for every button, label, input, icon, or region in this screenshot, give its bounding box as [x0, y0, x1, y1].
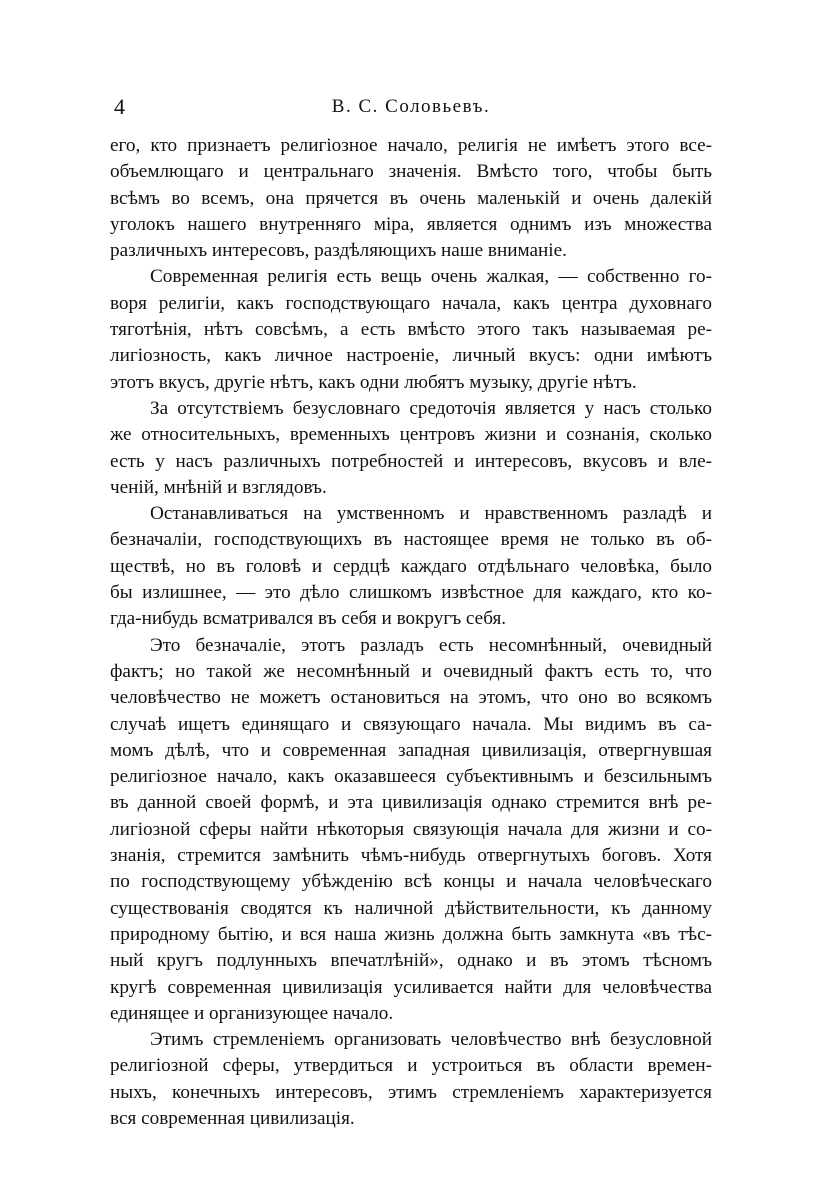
text-line: лигіозность, какъ личное настроеніе, личный вкусъ: одни имѣютъ — [110, 345, 712, 367]
paragraph — [110, 1027, 712, 1132]
text-line: существованія сводятся къ наличной дѣйствительности, къ данному — [110, 897, 712, 919]
text-line: уголокъ нашего внутренняго міра, является однимъ изъ множества — [110, 213, 712, 235]
text-line: объемлющаго и центральнаго значенія. Вмѣсто того, чтобы быть — [110, 161, 712, 183]
paragraph — [110, 396, 712, 501]
text-line: безначаліи, господствующихъ въ настоящее время не только въ об- — [110, 529, 712, 551]
text-line: ныхъ, конечныхъ интересовъ, этимъ стремленіемъ характеризуется — [110, 1081, 712, 1103]
paragraph — [110, 501, 712, 632]
text-line: природному бытію, и вся наша жизнь должна быть замкнута «въ тѣс- — [110, 923, 712, 945]
running-head: В. С. Соловьевъ. — [331, 96, 491, 117]
text-line: всѣмъ во всемъ, она прячется въ очень маленькій и очень далекій — [110, 187, 712, 209]
text-line: вся современная цивилизація. — [110, 1107, 355, 1129]
text-line: есть у насъ различныхъ потребностей и интересовъ, вкусовъ и вле- — [110, 450, 712, 472]
text-line: Этимъ стремленіемъ организовать человѣчество внѣ безусловной — [150, 1029, 712, 1051]
text-line: ный кругъ подлунныхъ впечатлѣній», однако и въ этомъ тѣсномъ — [110, 950, 712, 972]
text-line: случаѣ ищетъ единящаго и связующаго начала. Мы видимъ въ са- — [110, 713, 712, 735]
paragraph — [110, 633, 712, 1027]
text-line: же относительныхъ, временныхъ центровъ жизни и сознанія, сколько — [110, 424, 712, 446]
text-line: ченій, мнѣній и взглядовъ. — [110, 476, 327, 498]
text-line: его, кто признаетъ религіозное начало, религія не имѣетъ этого все- — [110, 135, 712, 156]
text-line: ществѣ, но въ головѣ и сердцѣ каждаго отдѣльнаго человѣка, было — [110, 555, 712, 577]
text-line: воря религіи, какъ господствующаго начала, какъ центра духовнаго — [110, 292, 712, 314]
text-line: Это безначаліе, этотъ разладъ есть несомнѣнный, очевидный — [150, 634, 712, 656]
text-line: Останавливаться на умственномъ и нравственномъ разладѣ и — [150, 503, 712, 525]
body-text — [110, 133, 712, 1132]
text-line: момъ дѣлѣ, что и современная западная цивилизація, отвергнувшая — [110, 739, 712, 761]
text-line: фактъ; но такой же несомнѣнный и очевидный фактъ есть то, что — [110, 660, 712, 682]
text-line: религіозной сферы, утвердиться и устроиться въ области времен- — [110, 1055, 712, 1077]
text-line: единящее и организующее начало. — [110, 1002, 394, 1024]
paragraph — [110, 264, 712, 395]
text-line: по господствующему убѣжденію всѣ концы и начала человѣческаго — [110, 871, 712, 893]
text-line: Современная религія есть вещь очень жалкая, — собственно го- — [150, 266, 712, 288]
paragraph — [110, 133, 712, 264]
text-line: тяготѣнія, нѣтъ совсѣмъ, а есть вмѣсто этого такъ называемая ре- — [110, 319, 712, 341]
text-line: знанія, стремится замѣнить чѣмъ-нибудь отвергнутыхъ боговъ. Хотя — [110, 845, 712, 867]
page-number: 4 — [114, 94, 125, 119]
page-header — [110, 92, 712, 122]
text-line: религіозное начало, какъ оказавшееся субъективнымъ и безсильнымъ — [110, 766, 712, 788]
text-line: въ данной своей формѣ, и эта цивилизація однако стремится внѣ ре- — [110, 792, 712, 814]
text-line: лигіозной сферы найти нѣкоторыя связующія начала для жизни и со- — [110, 818, 712, 840]
text-line: кругѣ современная цивилизація усиливается найти для человѣчества — [110, 976, 712, 998]
text-line: гда-нибудь всматривался въ себя и вокругъ себя. — [110, 608, 507, 630]
text-line: этотъ вкусъ, другіе нѣтъ, какъ одни любятъ музыку, другіе нѣтъ. — [110, 371, 637, 393]
text-line: За отсутствіемъ безусловнаго средоточія является у насъ столько — [150, 397, 712, 419]
text-line: бы излишнее, — это дѣло слишкомъ извѣстное для каждаго, кто ко- — [110, 582, 712, 604]
text-line: различныхъ интересовъ, раздѣляющихъ наше вниманіе. — [110, 240, 567, 262]
text-line: человѣчество не можетъ остановиться на этомъ, что оно во всякомъ — [110, 687, 712, 709]
